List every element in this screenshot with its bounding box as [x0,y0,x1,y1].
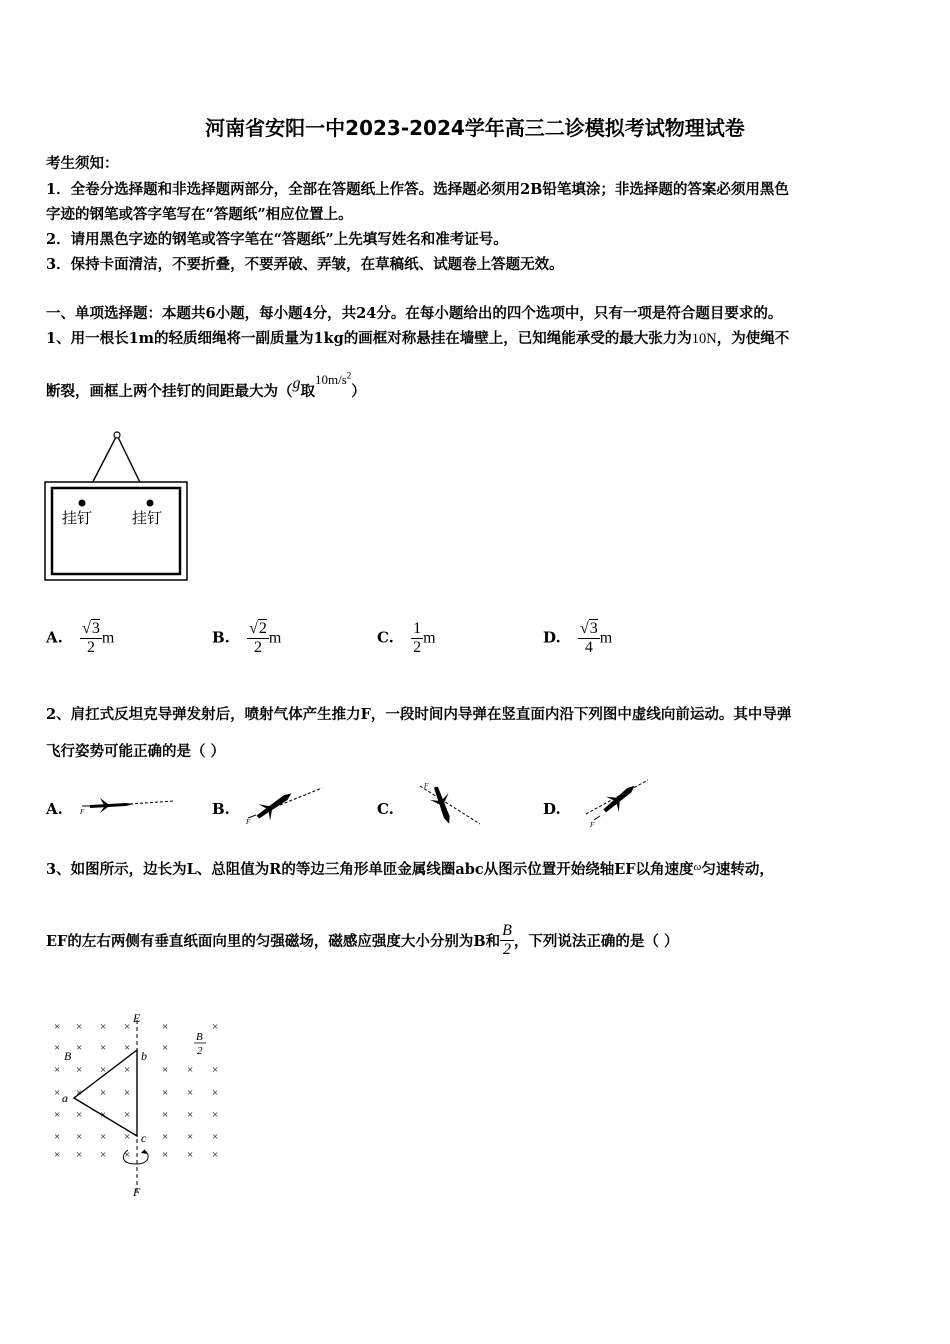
label-f: F [133,1185,141,1199]
field-cross: × [100,1042,107,1054]
field-cross: × [124,1064,131,1076]
q1-g: g [292,375,301,392]
field-cross: × [124,1087,131,1099]
label-c: c [141,1131,147,1145]
notice-item: 1．全卷分选择题和非选择题两部分，全部在答题纸上作答。选择题必须用2B铅笔填涂；非选择题的答案必须用黑色 [46,181,789,198]
q1-option-c[interactable]: C. $\frac{1}{2}$ m [377,620,436,656]
field-cross: × [187,1064,194,1076]
q1-option-b[interactable]: B. $\frac{√2}{2}$ m [212,620,282,656]
missile-d [580,776,660,831]
svg-text:F: F [246,818,251,826]
q3-b-half: $\frac{B}{2}$ [502,922,512,958]
field-cross: × [100,1109,107,1121]
missile-b [240,780,330,830]
field-crosses [54,1021,218,1161]
field-cross: × [124,1109,131,1121]
field-cross: × [162,1064,169,1076]
field-cross: × [54,1042,61,1054]
q2-line1: 2、肩扛式反坦克导弹发射后，喷射气体产生推力F，一段时间内导弹在竖直面内沿下列图中虚线向前运动。其中导弹 [46,706,792,723]
q3-omega: ω [693,861,702,873]
field-cross: × [162,1087,169,1099]
nail-label-right: 挂钉 [132,509,163,527]
q2-option-b[interactable]: B. [212,800,230,818]
field-cross: × [100,1064,107,1076]
field-cross: × [162,1131,169,1143]
field-cross: × [212,1109,219,1121]
field-cross: × [76,1149,83,1161]
q2-option-d[interactable]: D. [543,800,561,818]
svg-text:F: F [424,782,429,790]
label-b-field: B [64,1049,72,1063]
q1-line1: 1、用一根长1m的轻质细绳将一副质量为1kg的画框对称悬挂在墙壁上，已知绳能承受的最大张力为10N，为使绳不 [46,330,790,347]
field-cross: × [162,1109,169,1121]
field-cross: × [54,1109,61,1121]
field-cross: × [54,1021,61,1033]
field-cross: × [162,1021,169,1033]
field-cross: × [162,1042,169,1054]
field-cross: × [76,1021,83,1033]
field-cross: × [212,1064,219,1076]
field-cross: × [212,1149,219,1161]
field-cross: × [124,1131,131,1143]
field-cross: × [76,1131,83,1143]
field-cross: × [124,1021,131,1033]
field-cross: × [187,1087,194,1099]
field-cross: × [187,1131,194,1143]
field-cross: × [76,1064,83,1076]
field-cross: × [100,1149,107,1161]
field-cross: × [124,1149,131,1161]
notice-heading: 考生须知： [46,155,119,172]
field-cross: × [100,1131,107,1143]
field-cross: × [54,1064,61,1076]
section-heading: 一、单项选择题：本题共6小题，每小题4分，共24分。在每小题给出的四个选项中，只有一项是符合题目要求的。 [46,305,783,322]
q1-option-d[interactable]: D. $\frac{√3}{4}$ m [543,620,613,656]
q2-option-c[interactable]: C. [377,800,394,818]
force-label: F [80,808,85,816]
field-cross: × [100,1021,107,1033]
field-cross: × [212,1131,219,1143]
field-cross: × [54,1087,61,1099]
field-cross: × [76,1042,83,1054]
field-cross: × [212,1021,219,1033]
missile-a [78,790,178,825]
nail-label-left: 挂钉 [62,509,93,527]
field-cross: × [212,1087,219,1099]
q3-line2: EF的左右两侧有垂直纸面向里的匀强磁场，磁感应强度大小分别为B和 $\frac{B}{2}$ ，下列说法正确的是（ ） [46,922,679,958]
q3-line1: 3、如图所示，边长为L、总阻值为R的等边三角形单匝金属线圈abc从图示位置开始绕轴EF以角速度$^\omega$匀速转动， [46,861,774,878]
svg-text:F: F [590,821,595,829]
label-e: E [133,1011,141,1025]
field-cross: × [54,1131,61,1143]
field-cross: × [187,1109,194,1121]
label-b-half-num: B [196,1031,203,1043]
field-cross: × [76,1087,83,1099]
notice-item: 字迹的钢笔或答字笔写在“答题纸”相应位置上。 [46,206,353,223]
frame-diagram [40,425,195,585]
notice-item: 2．请用黑色字迹的钢笔或答字笔在“答题纸”上先填写姓名和准考证号。 [46,231,508,248]
page-title: 河南省安阳一中2023-2024学年高三二诊模拟考试物理试卷 [205,116,745,140]
magnetic-field-diagram [44,1010,229,1205]
q1-g-value: $10m/s^2$ [315,370,352,387]
field-cross: × [124,1042,131,1054]
q1-line2: 断裂，画框上两个挂钉的间距最大为（g取$10m/s^2$） [46,370,366,400]
label-a: a [62,1091,68,1105]
notice-item: 3．保持卡面清洁，不要折叠，不要弄破、弄皱，在草稿纸、试题卷上答题无效。 [46,256,564,273]
field-cross: × [162,1149,169,1161]
field-cross: × [54,1149,61,1161]
q2-option-a[interactable]: A. [46,800,63,818]
missile-c [410,776,490,831]
q1-force: 10N [691,331,717,347]
field-cross: × [76,1109,83,1121]
label-b: b [141,1049,147,1063]
q1-option-a[interactable]: A. $\frac{√3}{2}$ m [46,620,115,656]
field-cross: × [100,1087,107,1099]
field-cross: × [187,1149,194,1161]
q2-line2: 飞行姿势可能正确的是（ ） [46,743,226,760]
label-b-half-den: 2 [197,1045,203,1057]
